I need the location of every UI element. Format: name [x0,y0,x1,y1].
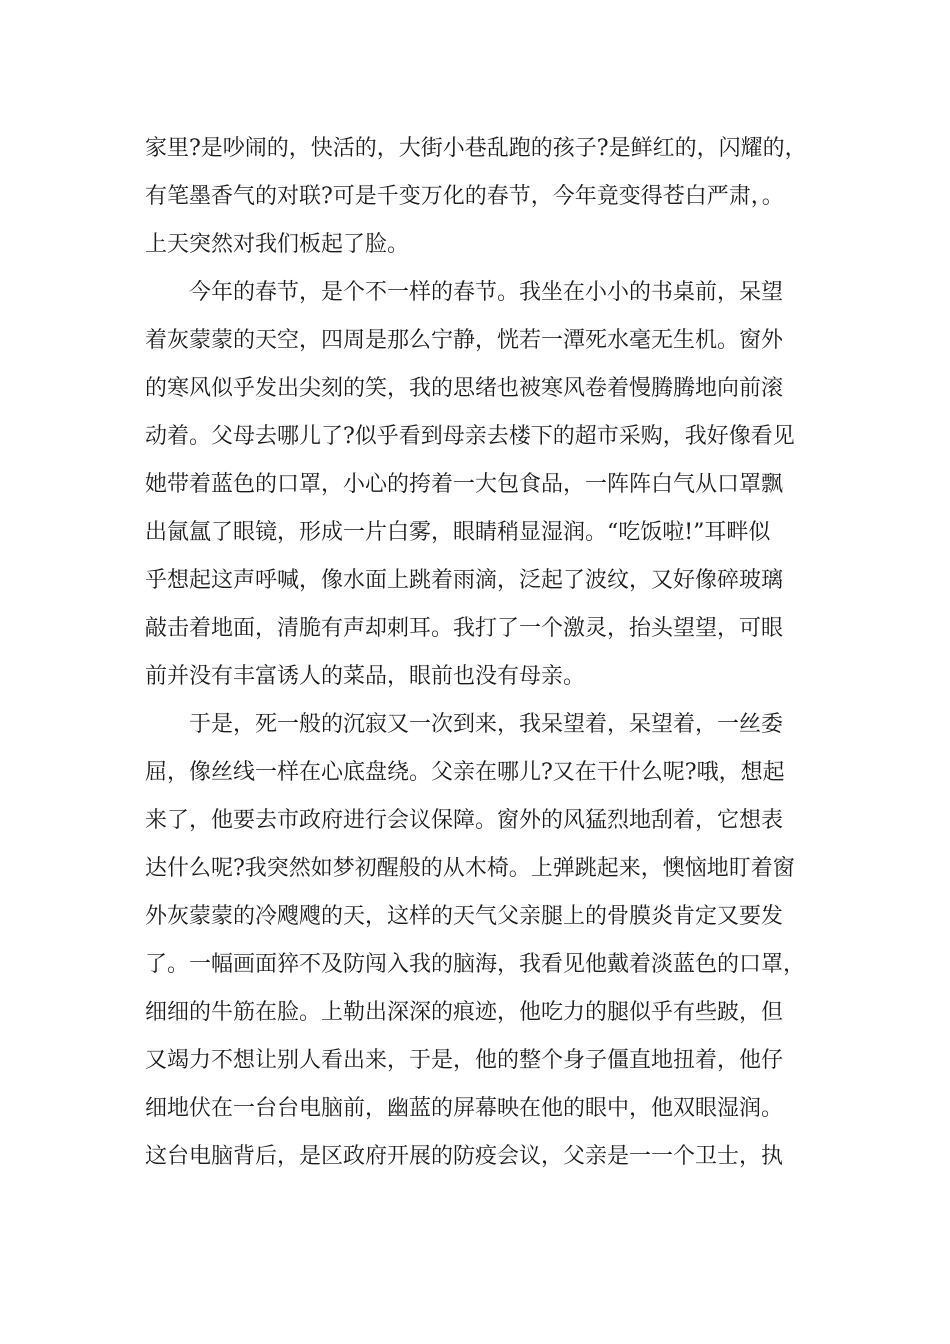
text-line: 细细的牛筋在脸。上勒出深深的痕迹，他吃力的腿似乎有些跛，但 [145,1000,784,1025]
body-text [145,125,810,1181]
text-line: 前并没有丰富诱人的菜品，眼前也没有母亲。 [145,664,586,689]
text-line: 着灰蒙蒙的天空，四周是那么宁静，恍若一潭死水毫无生机。窗外 [145,328,784,353]
text-line: 出氤氲了眼镜，形成一片白雾，眼睛稍显湿润。“吃饭啦!”耳畔似 [145,520,771,545]
text-line: 又竭力不想让别人看出来，于是，他的整个身子僵直地扭着，他仔 [145,1048,784,1073]
text-line: 细地伏在一台台电脑前，幽蓝的屏幕映在他的眼中，他双眼湿润。 [145,1096,784,1121]
text-line: 今年的春节，是个不一样的春节。我坐在小小的书桌前，呆望 [145,280,784,305]
text-line: 上天突然对我们板起了脸。 [145,232,410,257]
text-line: 乎想起这声呼喊，像水面上跳着雨滴，泛起了波纹，又好像碎玻璃 [145,568,784,593]
text-line: 于是，死一般的沉寂又一次到来，我呆望着，呆望着，一丝委 [145,712,784,737]
text-line: 来了，他要去市政府进行会议保障。窗外的风猛烈地刮着，它想表 [145,808,784,833]
text-line: 她带着蓝色的口罩，小心的挎着一大包食品，一阵阵白气从口罩飘 [145,472,784,497]
text-line: 的寒风似乎发出尖刻的笑，我的思绪也被寒风卷着慢腾腾地向前滚 [145,376,784,401]
text-line: 敲击着地面，清脆有声却刺耳。我打了一个激灵，抬头望望，可眼 [145,616,784,641]
text-line: 了。一幅画面猝不及防闯入我的脑海，我看见他戴着淡蓝色的口罩， [145,952,806,977]
text-line: 有笔墨香气的对联?可是千变万化的春节，今年竟变得苍白严肃，。 [145,184,784,209]
text-line: 这台电脑背后，是区政府开展的防疫会议，父亲是一一个卫士，执 [145,1144,784,1169]
text-line: 家里?是吵闹的，快活的，大街小巷乱跑的孩子?是鲜红的，闪耀的， [145,136,807,161]
text-line: 达什么呢?我突然如梦初醒般的从木椅。上弹跳起来，懊恼地盯着窗 [145,856,795,881]
text-line: 动着。父母去哪儿了?似乎看到母亲去楼下的超市采购，我好像看见 [145,424,795,449]
text-line: 屈，像丝线一样在心底盘绕。父亲在哪儿?又在干什么呢?哦，想起 [145,760,785,785]
text-line: 外灰蒙蒙的冷飕飕的天，这样的天气父亲腿上的骨膜炎肯定又要发 [145,904,784,929]
